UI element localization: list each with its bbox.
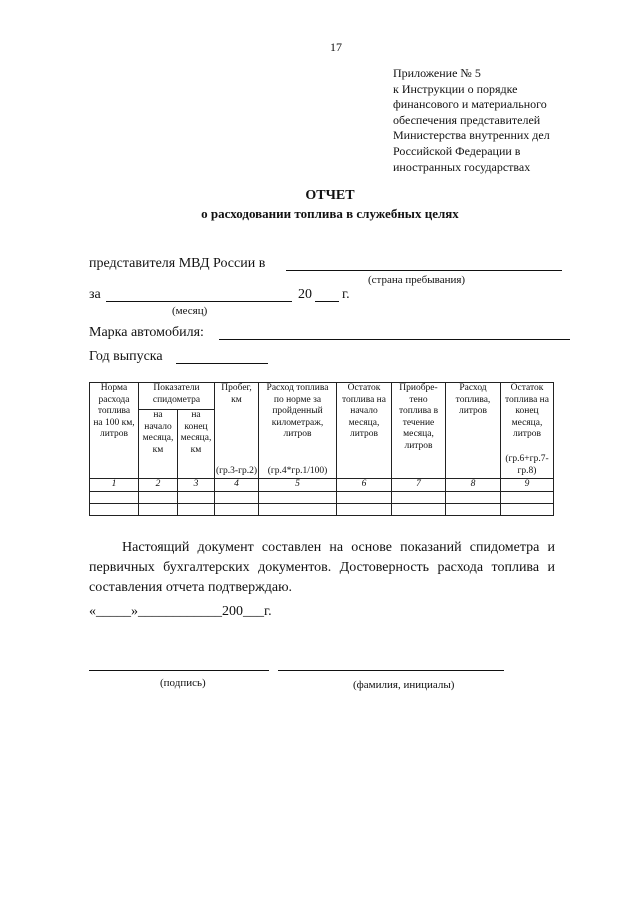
column-number: 2 bbox=[139, 479, 178, 492]
column-number: 8 bbox=[446, 479, 501, 492]
table-cell[interactable] bbox=[392, 491, 446, 503]
appendix-line: финансового и материального bbox=[393, 97, 547, 112]
table-cell[interactable] bbox=[501, 491, 554, 503]
column-number: 7 bbox=[392, 479, 446, 492]
table-cell[interactable] bbox=[392, 503, 446, 515]
year-suffix: г. bbox=[342, 287, 350, 302]
formula-mileage: (гр.3-гр.2) bbox=[215, 465, 258, 476]
appendix-note bbox=[393, 66, 633, 175]
table-cell[interactable] bbox=[90, 491, 139, 503]
country-field-line[interactable] bbox=[286, 270, 562, 271]
name-line[interactable] bbox=[278, 670, 504, 671]
car-label: Марка автомобиля: bbox=[89, 325, 204, 340]
table-cell[interactable] bbox=[446, 503, 501, 515]
formula-rest-end: (гр.6+гр.7- гр.8) bbox=[505, 454, 549, 476]
report-subtitle: о расходовании топлива в служебных целях bbox=[201, 206, 459, 221]
column-number: 6 bbox=[337, 479, 392, 492]
appendix-line: обеспечения представителей bbox=[393, 112, 541, 127]
column-number: 9 bbox=[501, 479, 554, 492]
fuel-report-table bbox=[89, 382, 554, 516]
year-of-manufacture-line[interactable] bbox=[176, 363, 268, 364]
table-cell[interactable] bbox=[215, 491, 259, 503]
representative-label: представителя МВД России в bbox=[89, 256, 266, 271]
page-number: 17 bbox=[330, 40, 342, 54]
column-number: 3 bbox=[178, 479, 215, 492]
column-number: 1 bbox=[90, 479, 139, 492]
year-field-line[interactable] bbox=[315, 301, 339, 302]
month-field-line[interactable] bbox=[106, 301, 292, 302]
year-of-manufacture-label: Год выпуска bbox=[89, 349, 163, 364]
name-hint: (фамилия, инициалы) bbox=[353, 679, 455, 691]
table-cell[interactable] bbox=[259, 503, 337, 515]
table-row[interactable] bbox=[90, 491, 554, 503]
header-acquired: Приобре- тено топлива в течение месяца, литров bbox=[392, 383, 446, 479]
report-title: ОТЧЕТ bbox=[305, 188, 355, 203]
certification-date: «_____»____________200___г. bbox=[89, 604, 272, 619]
statement-paragraph: Настоящий документ составлен на основе показаний спидометра и первичных бухгалтерских документов. Достоверность расхода топлива и составления отчета подтверждаю. bbox=[89, 540, 555, 595]
table-cell[interactable] bbox=[178, 491, 215, 503]
signature-hint: (подпись) bbox=[160, 677, 206, 689]
signature-line[interactable] bbox=[89, 670, 269, 671]
header-mileage: Пробег, км (гр.3-гр.2) bbox=[215, 383, 259, 479]
country-hint: (страна пребывания) bbox=[368, 274, 466, 286]
table-cell[interactable] bbox=[90, 503, 139, 515]
column-number: 5 bbox=[259, 479, 337, 492]
appendix-line: к Инструкции о порядке bbox=[393, 81, 518, 96]
appendix-line: Министерства внутренних дел bbox=[393, 128, 550, 143]
appendix-line: Российской Федерации в bbox=[393, 143, 521, 158]
appendix-line: иностранных государствах bbox=[393, 159, 531, 174]
table-cell[interactable] bbox=[501, 503, 554, 515]
table-cell[interactable] bbox=[446, 491, 501, 503]
table-cell[interactable] bbox=[337, 503, 392, 515]
table-cell[interactable] bbox=[337, 491, 392, 503]
formula-norm-consumption: (гр.4*гр.1/100) bbox=[267, 465, 328, 476]
table-cell[interactable] bbox=[139, 503, 178, 515]
header-speedometer: Показатели спидометра bbox=[139, 383, 215, 410]
table-cell[interactable] bbox=[215, 503, 259, 515]
column-numbers-row bbox=[90, 479, 554, 492]
month-hint: (месяц) bbox=[172, 305, 208, 317]
for-label: за bbox=[89, 287, 101, 302]
appendix-line: Приложение № 5 bbox=[393, 66, 481, 80]
header-speedo-end: на конец месяца, км bbox=[178, 410, 215, 479]
header-norm: Норма расхода топлива на 100 км, литров bbox=[90, 383, 139, 479]
car-field-line[interactable] bbox=[219, 339, 570, 340]
column-number: 4 bbox=[215, 479, 259, 492]
table-cell[interactable] bbox=[178, 503, 215, 515]
year-prefix: 20 bbox=[298, 287, 312, 302]
table-cell[interactable] bbox=[139, 491, 178, 503]
header-rest-start: Остаток топлива на начало месяца, литров bbox=[337, 383, 392, 479]
header-norm-consumption: Расход топлива по норме за пройденный километраж, литров (гр.4*гр.1/100) bbox=[259, 383, 337, 479]
header-speedo-start: на начало месяца, км bbox=[139, 410, 178, 479]
header-rest-end: Остаток топлива на конец месяца, литров (гр.6+гр.7- гр.8) bbox=[501, 383, 554, 479]
table-row[interactable] bbox=[90, 503, 554, 515]
header-consumption: Расход топлива, литров bbox=[446, 383, 501, 479]
table-cell[interactable] bbox=[259, 491, 337, 503]
